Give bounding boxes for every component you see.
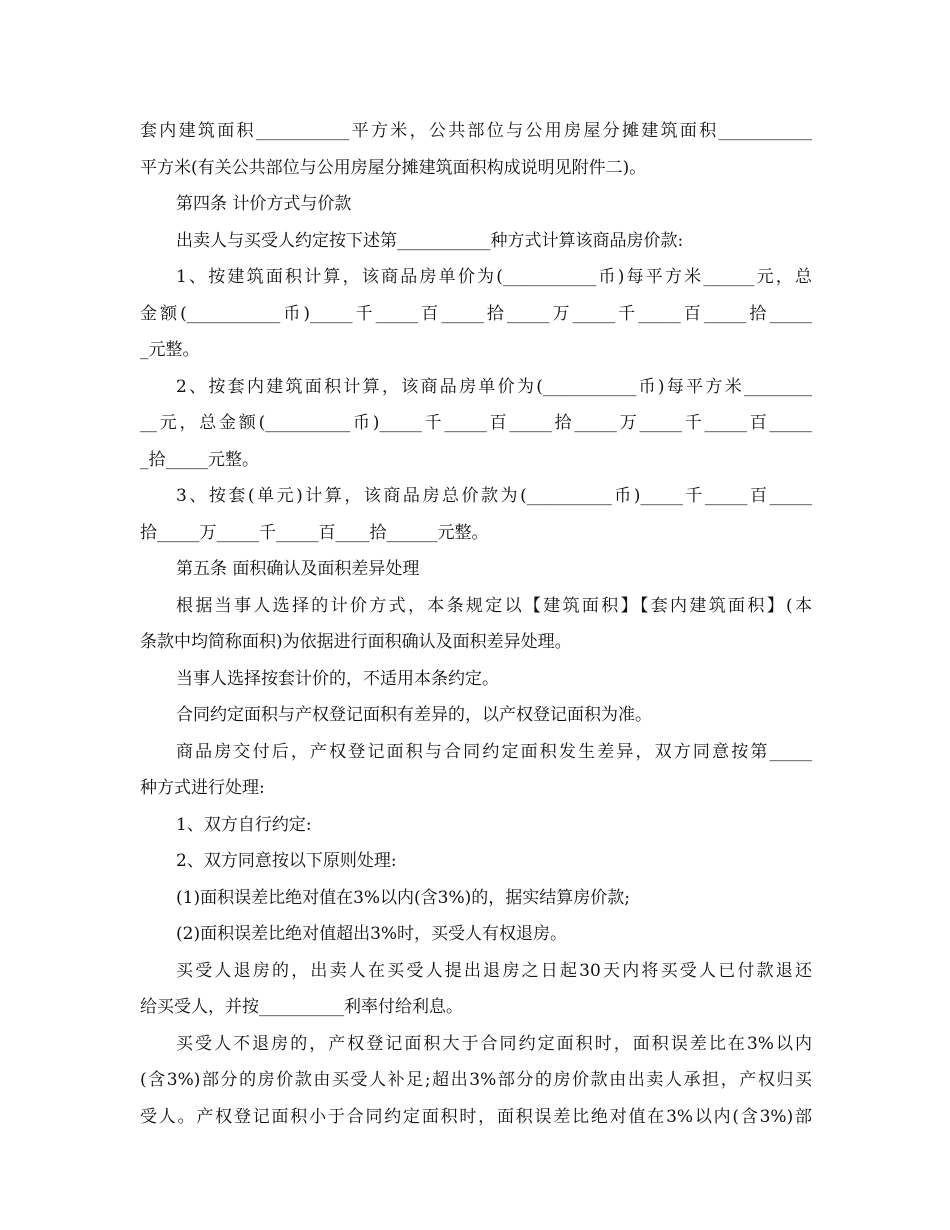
text-line: _拾_____元整。 (140, 449, 259, 470)
text-line: 种方式进行处理: (140, 778, 265, 798)
text-line: 合同约定面积与产权登记面积有差异的，以产权登记面积为准。 (176, 705, 652, 725)
article-heading: 第五条 面积确认及面积差异处理 (176, 559, 420, 579)
text-line: 当事人选择按套计价的，不适用本条约定。 (176, 668, 499, 689)
text-line: 买受人退房的，出卖人在买受人提出退房之日起30天内将买受人已付款退还 (176, 960, 812, 981)
text-line: 2、双方同意按以下原则处理: (176, 851, 397, 871)
text-line: 3、按套(单元)计算，该商品房总价款为(__________币)_____千_____百_____ (176, 486, 812, 506)
document-page (140, 113, 812, 1135)
text-line: 受人。产权登记面积小于合同约定面积时，面积误差比绝对值在3%以内(含3%)部 (140, 1106, 812, 1127)
text-line: 根据当事人选择的计价方式，本条规定以【建筑面积】【套内建筑面积】(本 (176, 595, 812, 616)
text-line: 商品房交付后，产权登记面积与合同约定面积发生差异，双方同意按第_____ (176, 741, 812, 762)
text-line: 平方米(有关公共部位与公用房屋分摊建筑面积构成说明见附件二)。 (140, 157, 647, 178)
text-line: __元，总金额(__________币)_____千_____百_____拾_____万_____千_____百_____ (140, 413, 812, 433)
text-line: 条款中均简称面积)为依据进行面积确认及面积差异处理。 (140, 632, 572, 652)
text-line: 2、按套内建筑面积计算，该商品房单价为(___________币)每平方米________ (176, 376, 812, 397)
text-line: (含3%)部分的房价款由买受人补足;超出3%部分的房价款由出卖人承担，产权归买 (140, 1070, 812, 1090)
text-line: 套内建筑面积___________平方米，公共部位与公用房屋分摊建筑面积___________ (140, 121, 812, 141)
article-heading: 第四条 计价方式与价款 (176, 194, 352, 214)
text-line: (1)面积误差比绝对值在3%以内(含3%)的，据实结算房价款; (176, 887, 631, 908)
text-line: 金额(___________币)_____千_____百_____拾_____万_____千_____百_____拾_____ (140, 303, 812, 324)
text-line: 拾_____万_____千_____百____拾______元整。 (140, 522, 489, 543)
text-line: 出卖人与买受人约定按下述第___________种方式计算该商品房价款: (176, 230, 684, 251)
text-line: (2)面积误差比绝对值超出3%时，买受人有权退房。 (176, 924, 568, 944)
text-line: 给买受人，并按__________利率付给利息。 (140, 997, 463, 1017)
text-line: 1、双方自行约定: (176, 814, 312, 835)
text-line: 1、按建筑面积计算，该商品房单价为(___________币)每平方米______元，总 (176, 267, 812, 287)
text-line: 买受人不退房的，产权登记面积大于合同约定面积时，面积误差比在3%以内 (176, 1033, 812, 1054)
text-line: _元整。 (140, 340, 200, 360)
